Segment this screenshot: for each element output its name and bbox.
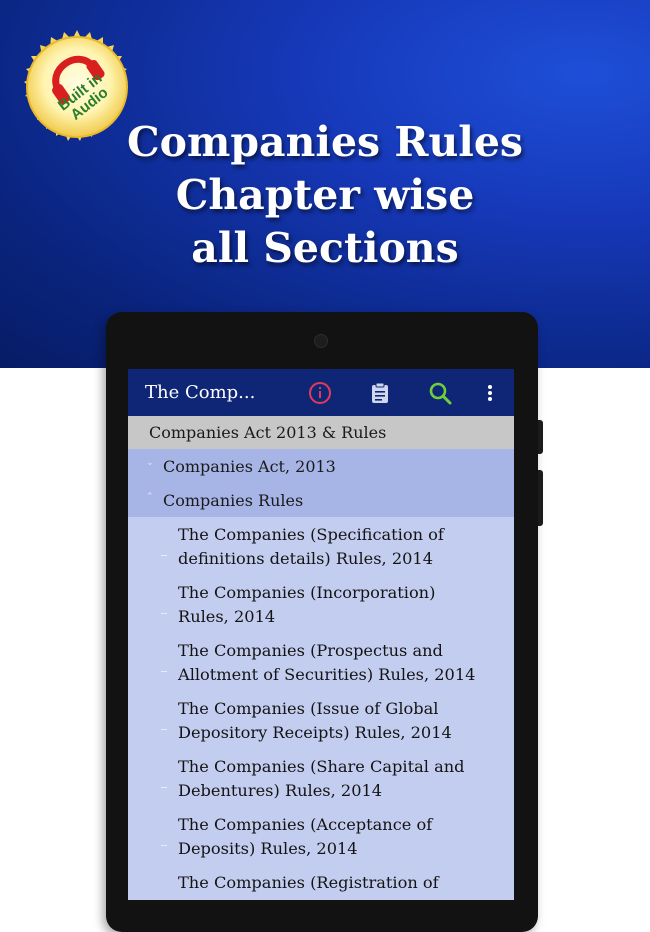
search-icon: [426, 379, 454, 407]
tree-connector: [161, 787, 167, 788]
list-item-label: The Companies (Specification of definitions details) Rules, 2014: [178, 525, 444, 568]
tree-node-label: Companies Act, 2013: [163, 457, 336, 476]
list-item[interactable]: [128, 807, 514, 865]
tree-connector: [161, 613, 167, 614]
list-item[interactable]: [128, 691, 514, 749]
tree-connector: [161, 555, 167, 556]
tree-root-item[interactable]: [128, 416, 514, 449]
rules-list: [128, 517, 514, 900]
list-item-label: The Companies (Share Capital and Debentures) Rules, 2014: [178, 757, 465, 800]
list-item[interactable]: [128, 865, 514, 900]
headline-line-1: Companies Rules: [126, 118, 524, 166]
info-icon: [306, 379, 334, 407]
list-item[interactable]: [128, 633, 514, 691]
app-screen: [128, 369, 514, 900]
app-toolbar: [128, 369, 514, 416]
tablet-side-button: [538, 420, 543, 454]
list-item-label: The Companies (Registration of: [178, 873, 439, 892]
more-vert-icon: [476, 379, 504, 407]
headline-line-2: Chapter wise: [175, 171, 475, 219]
list-item[interactable]: [128, 517, 514, 575]
clipboard-button[interactable]: [366, 379, 394, 407]
headline-line-3: all Sections: [191, 224, 459, 272]
list-item-label: The Companies (Issue of Global Depository Receipts) Rules, 2014: [178, 699, 452, 742]
list-item[interactable]: [128, 749, 514, 807]
tree-node-label: Companies Rules: [163, 491, 304, 510]
tree-connector: [161, 845, 167, 846]
promo-headline: [0, 116, 650, 275]
tree-node-companies-act[interactable]: [128, 449, 514, 483]
list-item-label: The Companies (Acceptance of Deposits) Rules, 2014: [178, 815, 433, 858]
info-button[interactable]: [306, 379, 334, 407]
list-item-label: The Companies (Incorporation) Rules, 2014: [178, 583, 436, 626]
clipboard-icon: [366, 379, 394, 407]
chevron-up-icon: ⌃: [146, 492, 154, 502]
camera-icon: [314, 334, 328, 348]
tree-connector: [161, 729, 167, 730]
tree-node-companies-rules[interactable]: [128, 483, 514, 517]
list-item-label: The Companies (Prospectus and Allotment of Securities) Rules, 2014: [178, 641, 476, 684]
tablet-side-button: [538, 470, 543, 526]
overflow-menu-button[interactable]: [476, 379, 504, 407]
toolbar-title: The Comp...: [145, 382, 256, 403]
chevron-down-icon: ⌄: [146, 458, 154, 468]
tree-root-label: Companies Act 2013 & Rules: [149, 423, 387, 442]
list-item[interactable]: [128, 575, 514, 633]
tree-connector: [161, 671, 167, 672]
badge-label: Built in Audio: [54, 69, 112, 124]
search-button[interactable]: [426, 379, 454, 407]
